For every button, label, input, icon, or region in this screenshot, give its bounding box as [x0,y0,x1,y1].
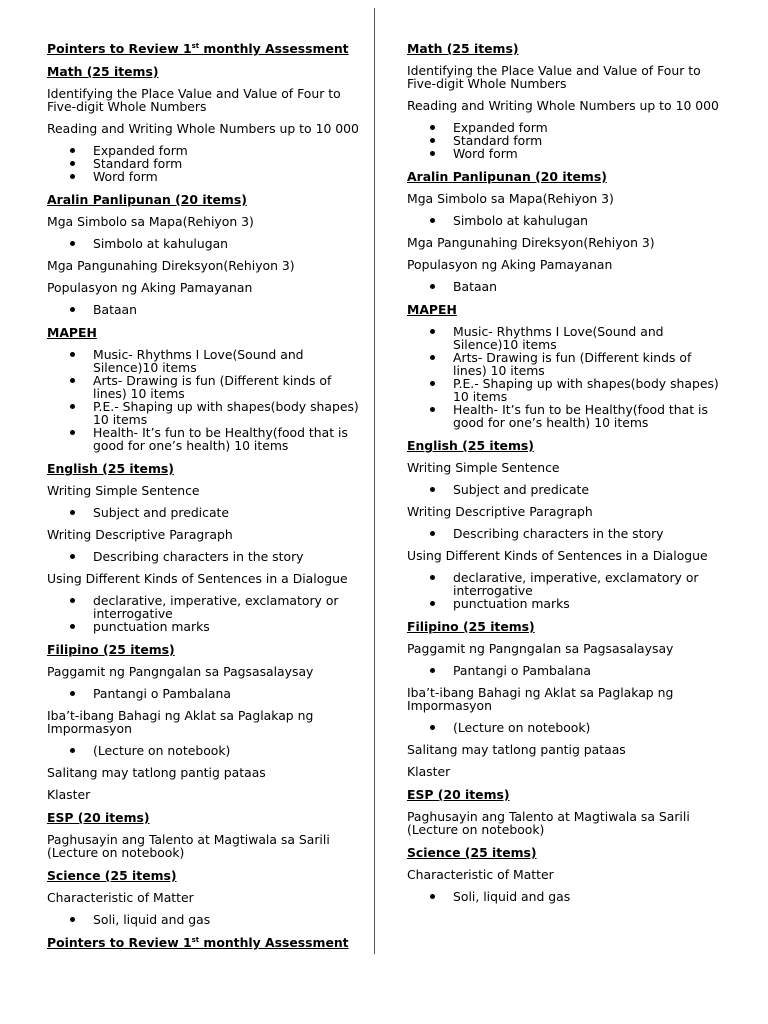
document-title: Pointers to Review 1st monthly Assessment [47,41,349,56]
list-item: Word form [407,147,725,160]
list-item: Standard form [47,157,365,170]
bullet-list [47,506,365,519]
topic-text: Reading and Writing Whole Numbers up to 10 000 [407,98,719,113]
section-heading-mapeh: MAPEH [407,302,457,317]
bullet-list [47,303,365,316]
section-heading-aralin-panlipunan-20-items: Aralin Panlipunan (20 items) [407,169,607,184]
list-item: Subject and predicate [47,506,365,519]
list-item: Standard form [407,134,725,147]
section-heading-filipino-25-items: Filipino (25 items) [407,619,535,634]
bullet-list [407,121,725,160]
topic-text: Salitang may tatlong pantig pataas [47,765,266,780]
topic-text: Writing Simple Sentence [407,460,560,475]
topic-text: Populasyon ng Aking Pamayanan [407,257,613,272]
topic-text: Salitang may tatlong pantig pataas [407,742,626,757]
list-item: Word form [47,170,365,183]
topic-text: Mga Pangunahing Direksyon(Rehiyon 3) [47,258,295,273]
repeated-title: Pointers to Review 1st monthly Assessment [47,935,349,950]
bullet-list [47,913,365,926]
topic-text: Paggamit ng Pangngalan sa Pagsasalaysay [407,641,674,656]
section-heading-mapeh: MAPEH [47,325,97,340]
list-item: Arts- Drawing is fun (Different kinds of lines) 10 items [47,374,365,400]
list-item: punctuation marks [47,620,365,633]
list-item: Health- It’s fun to be Healthy(food that is good for one’s health) 10 items [47,426,365,452]
list-item: declarative, imperative, exclamatory or interrogative [47,594,365,620]
bullet-list [47,550,365,563]
section-heading-aralin-panlipunan-20-items: Aralin Panlipunan (20 items) [47,192,247,207]
bullet-list [407,571,725,610]
topic-text: Paggamit ng Pangngalan sa Pagsasalaysay [47,664,314,679]
topic-text: Paghusayin ang Talento at Magtiwala sa Sarili (Lecture on notebook) [47,832,330,860]
bullet-list [407,214,725,227]
topic-text: Writing Descriptive Paragraph [407,504,593,519]
topic-text: Identifying the Place Value and Value of Four to Five-digit Whole Numbers [47,86,341,114]
right-review-content [407,42,725,903]
bullet-list [407,890,725,903]
list-item: punctuation marks [407,597,725,610]
topic-text: Identifying the Place Value and Value of Four to Five-digit Whole Numbers [407,63,701,91]
list-item: P.E.- Shaping up with shapes(body shapes) 10 items [407,377,725,403]
topic-text: Characteristic of Matter [47,890,194,905]
list-item: Health- It’s fun to be Healthy(food that is good for one’s health) 10 items [407,403,725,429]
list-item: Expanded form [47,144,365,157]
section-heading-filipino-25-items: Filipino (25 items) [47,642,175,657]
topic-text: Mga Simbolo sa Mapa(Rehiyon 3) [47,214,254,229]
bullet-list [47,348,365,452]
list-item: Describing characters in the story [47,550,365,563]
topic-text: Using Different Kinds of Sentences in a Dialogue [407,548,708,563]
list-item: Music- Rhythms I Love(Sound and Silence)10 items [47,348,365,374]
section-heading-science-25-items: Science (25 items) [47,868,177,883]
list-item: Soli, liquid and gas [47,913,365,926]
topic-text: Mga Pangunahing Direksyon(Rehiyon 3) [407,235,655,250]
list-item: (Lecture on notebook) [47,744,365,757]
topic-text: Klaster [47,787,91,802]
section-heading-esp-20-items: ESP (20 items) [47,810,150,825]
section-heading-math-25-items: Math (25 items) [47,64,159,79]
list-item: Soli, liquid and gas [407,890,725,903]
list-item: Simbolo at kahulugan [47,237,365,250]
bullet-list [407,325,725,429]
topic-text: Writing Descriptive Paragraph [47,527,233,542]
bullet-list [47,687,365,700]
section-heading-math-25-items: Math (25 items) [407,41,519,56]
topic-text: Using Different Kinds of Sentences in a Dialogue [47,571,348,586]
list-item: Simbolo at kahulugan [407,214,725,227]
bullet-list [47,594,365,633]
list-item: P.E.- Shaping up with shapes(body shapes) 10 items [47,400,365,426]
topic-text: Characteristic of Matter [407,867,554,882]
list-item: Music- Rhythms I Love(Sound and Silence)10 items [407,325,725,351]
list-item: Bataan [407,280,725,293]
list-item: Subject and predicate [407,483,725,496]
topic-text: Reading and Writing Whole Numbers up to 10 000 [47,121,359,136]
bullet-list [47,144,365,183]
list-item: Describing characters in the story [407,527,725,540]
bullet-list [407,664,725,677]
topic-text: Iba’t-ibang Bahagi ng Aklat sa Paglakap ng Impormasyon [47,708,314,736]
column-divider [374,8,375,954]
topic-text: Klaster [407,764,451,779]
list-item: (Lecture on notebook) [407,721,725,734]
list-item: Bataan [47,303,365,316]
topic-text: Iba’t-ibang Bahagi ng Aklat sa Paglakap ng Impormasyon [407,685,674,713]
left-column [47,38,365,949]
topic-text: Populasyon ng Aking Pamayanan [47,280,253,295]
section-heading-esp-20-items: ESP (20 items) [407,787,510,802]
left-review-content [47,65,365,926]
right-column [407,38,725,903]
topic-text: Paghusayin ang Talento at Magtiwala sa Sarili (Lecture on notebook) [407,809,690,837]
bullet-list [47,237,365,250]
topic-text: Mga Simbolo sa Mapa(Rehiyon 3) [407,191,614,206]
section-heading-science-25-items: Science (25 items) [407,845,537,860]
list-item: declarative, imperative, exclamatory or interrogative [407,571,725,597]
list-item: Pantangi o Pambalana [47,687,365,700]
bullet-list [407,527,725,540]
list-item: Arts- Drawing is fun (Different kinds of lines) 10 items [407,351,725,377]
section-heading-english-25-items: English (25 items) [47,461,174,476]
bullet-list [47,744,365,757]
topic-text: Writing Simple Sentence [47,483,200,498]
bullet-list [407,721,725,734]
bullet-list [407,483,725,496]
bullet-list [407,280,725,293]
list-item: Pantangi o Pambalana [407,664,725,677]
section-heading-english-25-items: English (25 items) [407,438,534,453]
list-item: Expanded form [407,121,725,134]
